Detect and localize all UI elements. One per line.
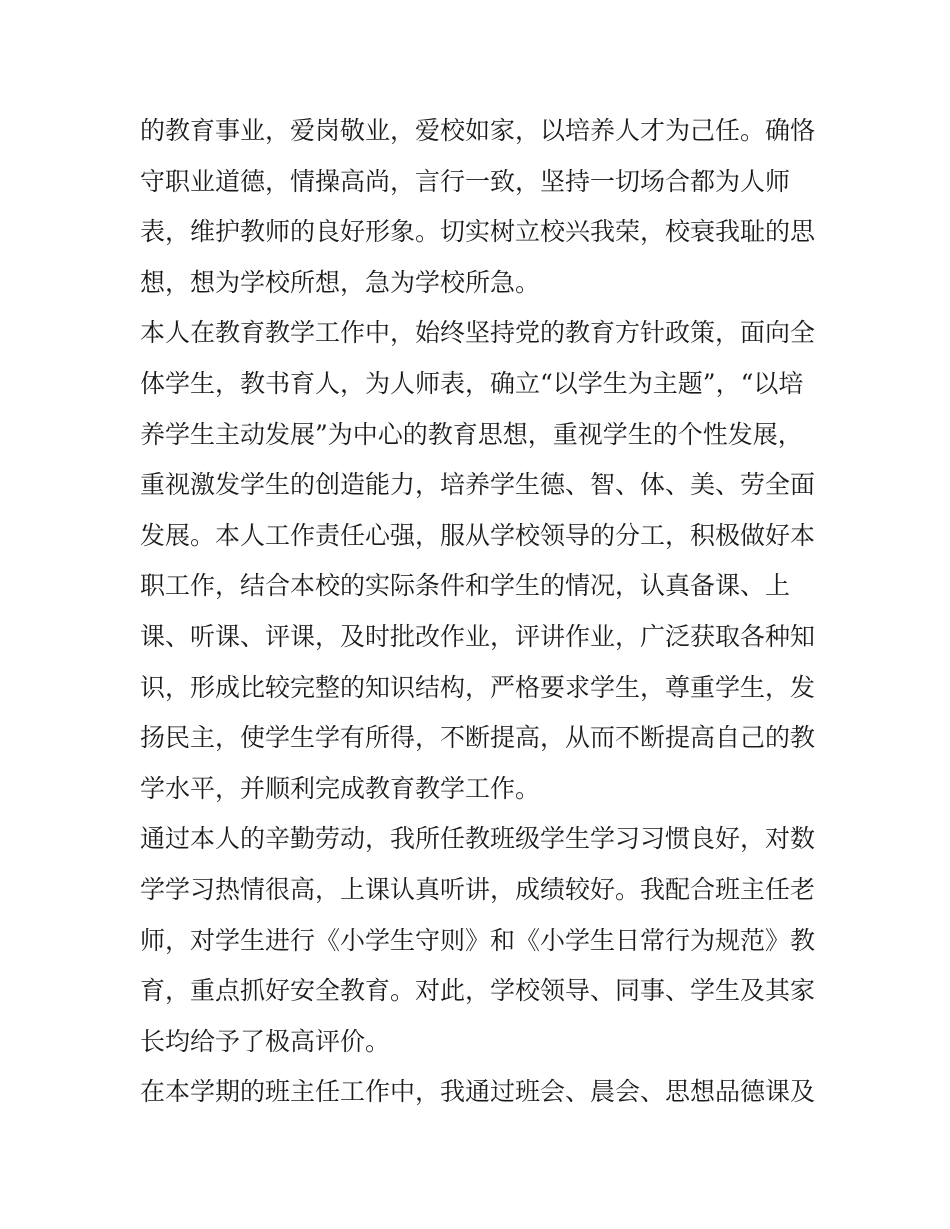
text-line: 职工作，结合本校的实际条件和学生的情况，认真备课、上	[140, 571, 791, 601]
text-line: 守职业道德，情操高尚，言行一致，坚持一切场合都为人师	[140, 166, 791, 196]
text-line: 体学生，教书育人，为人师表，确立“以学生为主题”，“以培	[140, 368, 804, 398]
text-line: 课、听课、评课，及时批改作业，评讲作业，广泛获取各种知	[140, 621, 816, 651]
text-line: 学学习热情很高，上课认真听讲，成绩较好。我配合班主任老	[140, 874, 816, 904]
text-line: 想，想为学校所想，急为学校所急。	[140, 267, 541, 297]
text-line: 扬民主，使学生学有所得，不断提高，从而不断提高自己的教	[140, 723, 816, 753]
text-line: 养学生主动发展”为中心的教育思想，重视学生的个性发展，	[140, 419, 803, 449]
text-line: 学水平，并顺利完成教育教学工作。	[140, 773, 541, 803]
text-line: 育，重点抓好安全教育。对此，学校领导、同事、学生及其家	[140, 976, 816, 1006]
text-line: 通过本人的辛勤劳动，我所任教班级学生学习习惯良好，对数	[140, 824, 816, 854]
text-line: 发展。本人工作责任心强，服从学校领导的分工，积极做好本	[140, 520, 816, 550]
text-line: 长均给予了极高评价。	[140, 1026, 391, 1056]
text-line: 重视激发学生的创造能力，培养学生德、智、体、美、劳全面	[140, 470, 816, 500]
text-line: 的教育事业，爱岗敬业，爱校如家，以培养人才为己任。确恪	[140, 116, 816, 145]
document-body	[140, 106, 820, 1118]
text-line: 在本学期的班主任工作中，我通过班会、晨会、思想品德课及	[140, 1077, 816, 1107]
text-line: 表，维护教师的良好形象。切实树立校兴我荣，校衰我耻的思	[140, 217, 816, 247]
text-line: 本人在教育教学工作中，始终坚持党的教育方针政策，面向全	[140, 318, 816, 348]
text-line: 师，对学生进行《小学生守则》和《小学生日常行为规范》教	[140, 925, 816, 955]
text-line: 识，形成比较完整的知识结构，严格要求学生，尊重学生，发	[140, 672, 816, 702]
